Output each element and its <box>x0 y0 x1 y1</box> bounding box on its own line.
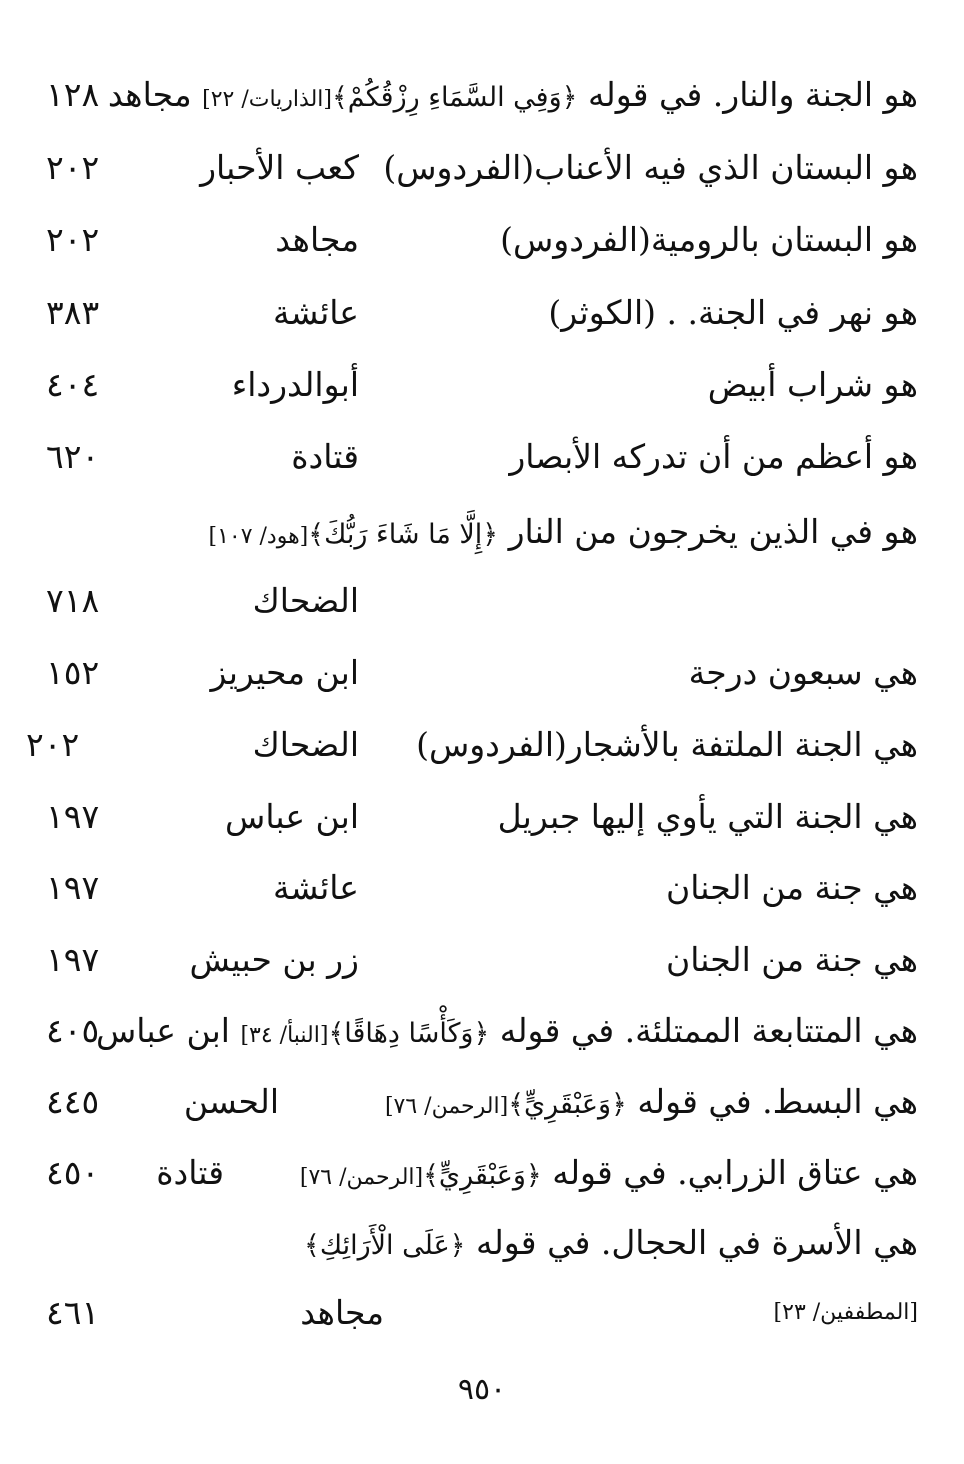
page-reference: ٧١٨ <box>46 581 100 620</box>
entry-text: هو في الذين يخرجون من النار ﴿إِلَّا مَا شَاءَ رَبُّكَ﴾[هود/ ١٠٧] <box>208 512 918 551</box>
entry-text: هو البستان بالرومية(الفردوس) <box>500 220 918 259</box>
entry-text: هي الجنة التي يأوي إليها جبريل <box>497 797 918 836</box>
narrator: قتادة <box>156 1153 224 1192</box>
narrator: عائشة <box>272 868 359 907</box>
index-row <box>0 1288 964 1338</box>
narrator: قتادة <box>291 437 359 476</box>
verse-reference: [هود/ ١٠٧] <box>208 524 309 549</box>
page-reference: ١٩٧ <box>46 797 100 836</box>
narrator: ابن عباس <box>225 797 359 836</box>
entry-text: هي البسط. في قوله ﴿وَعَبْقَرِيٍّ﴾[الرحمن/ ٧٦] <box>384 1082 918 1121</box>
index-row <box>0 648 964 698</box>
entry-text: هو شراب أبيض <box>707 365 918 404</box>
page-number: ٩٥٠ <box>457 1372 507 1407</box>
page-reference: ٢٠٢ <box>46 148 100 187</box>
page-reference: ٤٠٤ <box>46 365 100 404</box>
narrator: عائشة <box>272 293 359 332</box>
entry-text: هي المتتابعة الممتلئة. في قوله ﴿وَكَأْسًا دِهَاقًا﴾[النبأ/ ٣٤] ابن عباس <box>95 1011 918 1050</box>
entry-text: هي الأسرة في الحجال. في قوله ﴿عَلَى الْأَرَائِكِ﴾ <box>304 1223 918 1262</box>
narrator: مجاهد <box>275 220 359 259</box>
page-reference: ٤٠٥ <box>46 1011 100 1050</box>
entry-text: هي جنة من الجنان <box>666 940 918 979</box>
index-row <box>0 1006 964 1056</box>
page-reference: ٣٨٣ <box>46 293 100 332</box>
index-row <box>0 507 964 557</box>
index-row <box>0 360 964 410</box>
index-row <box>0 70 964 120</box>
page-reference: ١٥٢ <box>46 653 100 692</box>
narrator: الضحاك <box>252 725 359 764</box>
entry-text: هو نهر في الجنة. . (الكوثر) <box>548 293 918 332</box>
index-row <box>0 792 964 842</box>
quran-verse: ﴿وَفِي السَّمَاءِ رِزْقُكُمْ﴾ <box>331 82 578 113</box>
page-reference: ١٢٨ <box>46 75 100 114</box>
page-reference: ١٩٧ <box>46 868 100 907</box>
verse-reference: [النبأ/ ٣٤] <box>240 1023 329 1048</box>
narrator: ابن عباس <box>95 1011 230 1050</box>
narrator: ابن محيريز <box>210 653 359 692</box>
index-row <box>0 432 964 482</box>
narrator: مجاهد <box>300 1293 384 1332</box>
quran-verse: ﴿وَعَبْقَرِيٍّ﴾ <box>508 1089 627 1120</box>
narrator: الحسن <box>183 1082 279 1121</box>
narrator: كعب الأحبار <box>200 148 359 187</box>
narrator: مجاهد <box>107 75 192 114</box>
index-row <box>0 720 964 770</box>
index-row <box>0 288 964 338</box>
index-row <box>0 863 964 913</box>
verse-reference: [الرحمن/ ٧٦] <box>384 1094 509 1119</box>
quran-verse: ﴿عَلَى الْأَرَائِكِ﴾ <box>304 1230 466 1261</box>
index-row <box>0 1077 964 1127</box>
page-reference: ٤٤٥ <box>46 1082 100 1121</box>
verse-reference: [المطففين/ ٢٣] <box>773 1300 918 1325</box>
entry-text: هي جنة من الجنان <box>666 868 918 907</box>
index-row <box>0 1148 964 1198</box>
index-row <box>0 215 964 265</box>
index-row <box>0 143 964 193</box>
page-reference: ٦٢٠ <box>46 437 100 476</box>
entry-text: هي الجنة الملتفة بالأشجار(الفردوس) <box>416 725 918 764</box>
page-reference: ٢٠٢ <box>26 725 80 764</box>
entry-text: هو الجنة والنار. في قوله ﴿وَفِي السَّمَاءِ رِزْقُكُمْ﴾[الذاريات/ ٢٢] مجاهد <box>107 75 918 114</box>
entry-text: هي عتاق الزرابي. في قوله ﴿وَعَبْقَرِيٍّ﴾[الرحمن/ ٧٦] <box>299 1153 918 1192</box>
quran-verse: ﴿وَعَبْقَرِيٍّ﴾ <box>423 1160 542 1191</box>
entry-text: هو أعظم من أن تدركه الأبصار <box>509 437 918 476</box>
index-row <box>0 935 964 985</box>
page-reference: ٤٦١ <box>46 1293 100 1332</box>
narrator: الضحاك <box>252 581 359 620</box>
narrator: أبوالدرداء <box>231 365 359 404</box>
quran-verse: ﴿إِلَّا مَا شَاءَ رَبُّكَ﴾ <box>308 519 499 550</box>
page-reference: ٤٥٠ <box>46 1153 100 1192</box>
page-reference: ١٩٧ <box>46 940 100 979</box>
verse-reference: [الرحمن/ ٧٦] <box>299 1165 424 1190</box>
quran-verse: ﴿وَكَأْسًا دِهَاقًا﴾ <box>328 1018 490 1049</box>
entry-text: هو البستان الذي فيه الأعناب(الفردوس) <box>383 148 918 187</box>
narrator: زر بن حبيش <box>189 940 359 979</box>
entry-text: هي سبعون درجة <box>688 653 918 692</box>
verse-reference: [الذاريات/ ٢٢] <box>202 87 332 112</box>
page-reference: ٢٠٢ <box>46 220 100 259</box>
index-row <box>0 576 964 626</box>
index-row <box>0 1218 964 1268</box>
